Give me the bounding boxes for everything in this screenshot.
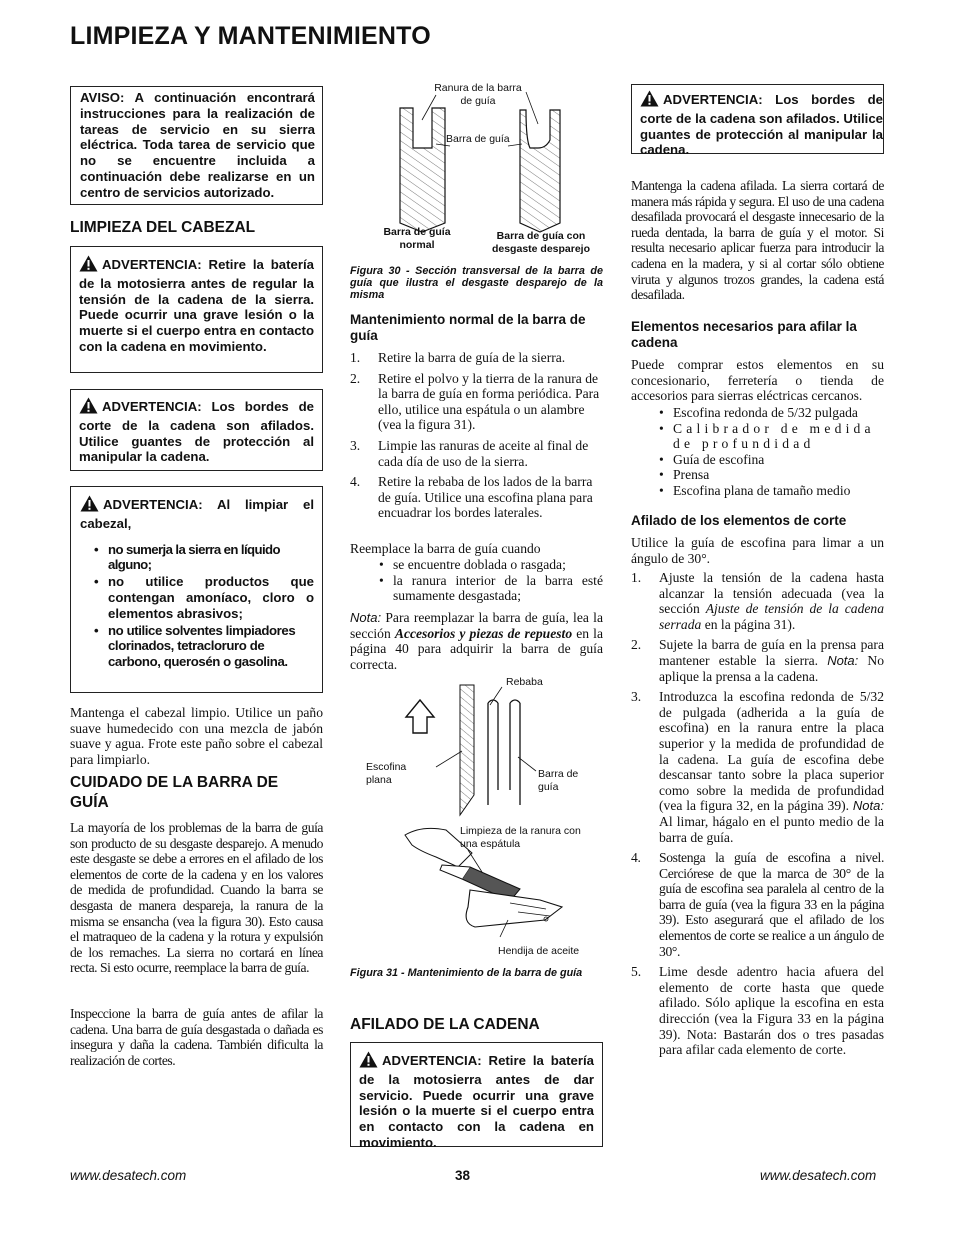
warning-box-edges-2 — [631, 84, 884, 158]
figure-31-drawing — [350, 675, 605, 965]
warning-icon — [80, 495, 99, 516]
cleaning-warning-list — [94, 542, 314, 670]
afilado-paragraph: Utilice la guía de escofina para limar a un ángulo de 30°. — [631, 535, 884, 566]
aviso-box — [70, 86, 323, 205]
afilado-heading: AFILADO DE LA CADENA — [350, 1016, 540, 1033]
step-ref: Ajuste de tensión de la cadena serrada — [659, 601, 884, 632]
cuidado-heading-line2: GUÍA — [70, 794, 109, 811]
warning-text: ADVERTENCIA: Los bordes de corte de la cadena son afilados. Utilice guantes de protección al manipular la cadena. — [640, 92, 883, 158]
list-item: 4. Retire la rebaba de los lados de la barra de guía. Utilice una escofina plana para encuadrar los bordes laterales. — [350, 474, 593, 521]
fig30-label-barra: Barra de guía — [446, 133, 510, 145]
cuidado-heading — [70, 773, 323, 813]
warning-box-edges — [70, 389, 323, 471]
list-item: 2. Sujete la barra de guía en la prensa para mantener estable la sierra. Nota: No aplique la prensa a la cadena. — [631, 637, 884, 684]
figure-30 — [350, 80, 605, 260]
step-text: Sostenga la guía de escofina a nivel. Cerciórese de que la marca de 30° de la guía de escofina sea paralela al centro de la barra de guía (vea la figura 33 en la página 39). Esto asegurará que el afilado de los elementos de corte se realice a un ángulo de 30°. — [659, 850, 884, 959]
warning-text: ADVERTENCIA: Retire la batería de la motosierra antes de dar servicio. Puede ocurrir una grave lesión o la muerte si el cuerpo entra en contacto con la cadena en movimiento. — [359, 1053, 594, 1150]
step-text: Retire la rebaba de los lados de la barra de guía. Utilice una escofina plana para encuadrar los bordes laterales. — [378, 474, 593, 521]
warning-icon — [79, 255, 98, 276]
step-text: Sujete la barra de guía en la prensa para mantener estable la sierra. — [659, 637, 884, 668]
limpieza-heading: LIMPIEZA DEL CABEZAL — [70, 219, 256, 236]
footer-url-left[interactable]: www.desatech.com — [70, 1168, 187, 1183]
list-item: 1. Retire la barra de guía de la sierra. — [350, 350, 566, 365]
list-item: • no utilice solventes limpiadores clorinados, tetracloruro de carbono, querosén o gasolina. — [94, 623, 314, 670]
step-text: Introduzca la escofina redonda de 5/32 de pulgada (adherida a la guía de escofina) en la ranura entre la placa superior y la medida de profundidad de la cadena. La guía de escofina debe descansar tanto sobre la placa superior como sobre la medida de profundidad (vea la figura 32, en la página 39). — [659, 689, 884, 814]
page-title: LIMPIEZA Y MANTENIMIENTO — [70, 22, 431, 50]
step-text: No aplique la prensa a la cadena. — [659, 652, 884, 684]
list-item: 5. Lime desde adentro hacia afuera del elemento de corte hasta que quede afilado. Sólo aplique la escofina en esta dirección (vea la Figura 33 en la página 39). Nota: Bastarán dos o tres pasadas para afilar cada elemento de corte. — [631, 964, 884, 1058]
nota-text-b: en la página 40 para adquirir la barra de guía correcta. — [350, 625, 603, 672]
warning-text: ADVERTENCIA: Al limpiar el cabezal, — [80, 497, 314, 531]
fig31-label-escofina: Escofina plana — [366, 761, 407, 786]
step-text: Retire la barra de guía de la sierra. — [378, 350, 566, 365]
warning-text: ADVERTENCIA: Retire la batería de la motosierra antes de regular la tensión de la cadena de la sierra. Puede ocurrir una grave lesión o la muerte si el cuerpo entra en contacto con la cadena en movimiento. — [79, 257, 314, 354]
warning-text: ADVERTENCIA: Los bordes de corte de la cadena son afilados. Utilice guantes de protección al manipular la cadena. — [79, 399, 314, 465]
step-text: Lime desde adentro hacia afuera del elemento de corte hasta que quede afilado. Sólo aplique la escofina en esta dirección (vea la Figura 33 en la página 39). Nota: Bastarán dos o tres pasadas para afilar cada elemento de corte. — [659, 964, 884, 1058]
list-item: 3. Limpie las ranuras de aceite al final de cada día de uso de la sierra. — [350, 437, 589, 469]
afilado-elementos-heading: Afilado de los elementos de corte — [631, 513, 847, 528]
fig30-label-normal: Barra de guía normal — [383, 226, 451, 251]
nota-text-a: Para reemplazar la barra de guía, lea la sección — [350, 610, 603, 641]
cuidado-paragraph-2: Inspeccione la barra de guía antes de afilar la cadena. Una barra de guía desgastada o dañada es insegura y daña la cadena. También dificulta la realización de cortes. — [70, 1006, 323, 1068]
warning-icon — [640, 90, 659, 111]
step-text: Ajuste la tensión de la cadena hasta alcanzar la tensión adecuada (vea la sección — [659, 570, 884, 617]
cuidado-heading-line1: CUIDADO DE LA BARRA DE — [70, 774, 279, 791]
figure-30-caption: Figura 30 - Sección transversal de la barra de guía que ilustra el desgaste desparejo de la misma — [350, 265, 603, 301]
fig31-label-barra: Barra de guía — [538, 768, 579, 793]
nota-label: Nota: — [827, 652, 859, 668]
nota-label: Nota: — [350, 610, 382, 625]
elementos-heading: Elementos necesarios para afilar la cadena — [631, 319, 857, 350]
fig31-label-limpieza: Limpieza de la ranura con una espátula — [460, 825, 581, 850]
list-item: 1. Ajuste la tensión de la cadena hasta alcanzar la tensión adecuada (vea la sección Ajuste de tensión de la cadena serrada en la página 31). — [631, 570, 884, 632]
afilado-steps — [631, 570, 884, 1063]
figure-31-caption: Figura 31 - Mantenimiento de la barra de guía — [350, 967, 583, 979]
list-item: • Escofina redonda de 5/32 pulgada — [659, 405, 884, 421]
page-number: 38 — [455, 1168, 471, 1183]
cuidado-paragraph-1: La mayoría de los problemas de la barra de guía son producto de su desgaste desparejo. A menudo este desgaste se debe a errores en el afilado de los elementos de corte de la cadena y en los valores de medida de profundidad. Cuando la barra se desgasta de manera despareja, la ranura de la misma se ensancha (vea la figura 30). Esto causa el matraqueo de la cadena y la rotura y expulsión de los remaches. La sierra no cortará en línea recta. Si esto ocurre, reemplace la barra de guía. — [70, 820, 323, 976]
fig30-label-desgaste: Barra de guía con desgaste desparejo — [491, 230, 591, 255]
list-item: • Escofina plana de tamaño medio — [659, 483, 884, 499]
list-item: 2. Retire el polvo y la tierra de la ranura de la barra de guía en forma periódica. Para ello, utilice una espátula o un alambre (vea la figura 31). — [350, 370, 600, 433]
aviso-text: AVISO: A continuación encontrará instrucciones para la realización de tareas de servicio en su sierra eléctrica. Toda tarea de servicio que no se encuentre incluida a continuación debe realizarse en un centro de servicios autorizado. — [80, 90, 315, 200]
limpieza-body: Mantenga el cabezal limpio. Utilice un paño suave humedecido con una mezcla de jabón suave y agua. Frote este paño sobre el cabezal para limpiarlo. — [70, 705, 323, 767]
footer-url-right[interactable]: www.desatech.com — [760, 1168, 877, 1183]
reemplace-list — [379, 557, 603, 604]
step-text: en la página 31). — [701, 616, 796, 632]
figure-31 — [350, 675, 605, 965]
list-item: • la ranura interior de la barra esté sumamente desgastada; — [379, 573, 603, 604]
list-item: 3. Introduzca la escofina redonda de 5/32 de pulgada (adherida a la guía de escofina) en la ranura entre la placa superior y la medida de profundidad de la cadena. La guía de escofina debe descansar tanto sobre la placa superior como sobre la medida de profundidad (vea la figura 32, en la página 39). Nota: Al limar, hágalo en el punto medio de la barra de guía. — [631, 689, 884, 845]
elementos-list — [659, 405, 884, 499]
warning-icon — [359, 1051, 378, 1072]
list-item: • no sumerja la sierra en líquido alguno; — [94, 542, 314, 574]
step-text: Al limar, hágalo en el punto medio de la barra de guía. — [659, 813, 884, 845]
warning-box-cleaning — [70, 486, 323, 693]
step-text: Limpie las ranuras de aceite al final de cada día de uso de la sierra. — [378, 437, 589, 469]
list-item: • se encuentre doblada o rasgada; — [379, 557, 603, 573]
warning-box-battery — [70, 246, 323, 373]
mantenimiento-heading: Mantenimiento normal de la barra de guía — [350, 312, 586, 343]
reemplace-intro: Reemplace la barra de guía cuando — [350, 541, 541, 556]
nota-label: Nota: — [852, 798, 884, 814]
nota-replace — [350, 610, 603, 672]
list-item: • Prensa — [659, 467, 884, 483]
warning-box-service — [350, 1042, 603, 1150]
fig31-label-rebaba: Rebaba — [506, 676, 543, 688]
step-text: Retire el polvo y la tierra de la ranura de la barra de guía en forma periódica. Para ello, utilice una espátula o un alambre (vea la figura 31). — [378, 370, 600, 433]
fig30-label-ranura: Ranura de la barra de guía — [434, 82, 522, 107]
list-item: • Calibrador de medida de profundidad — [659, 421, 884, 452]
mantenimiento-steps — [350, 350, 603, 526]
warning-icon — [79, 397, 98, 418]
mantenga-paragraph: Mantenga la cadena afilada. La sierra cortará de manera más rápida y segura. El uso de una cadena desafilada provocará el desgaste innecesario de la rueda dentada, la barra de guía y el motor. Si resulta necesario aplicar fuerza para introducir la cadena en la madera, y si al cortar sólo obtiene viruta y algunos trozos grandes, la cadena está desafilada. — [631, 178, 884, 303]
list-item: • Guía de escofina — [659, 452, 884, 468]
list-item: • no utilice productos que contengan amoníaco, cloro o elementos abrasivos; — [94, 574, 314, 621]
fig31-label-hendija: Hendija de aceite — [498, 945, 580, 957]
list-item: 4. Sostenga la guía de escofina a nivel. Cerciórese de que la marca de 30° de la guía de escofina sea paralela al centro de la barra de guía (vea la figura 33 en la página 39). Esto asegurará que el afilado de los elementos de corte se realice a un ángulo de 30°. — [631, 850, 884, 959]
elementos-paragraph: Puede comprar estos elementos en su concesionario, ferretería o tienda de accesorios para sierras eléctricas cercanos. — [631, 357, 884, 404]
nota-ref: Accesorios y piezas de repuesto — [394, 625, 573, 641]
